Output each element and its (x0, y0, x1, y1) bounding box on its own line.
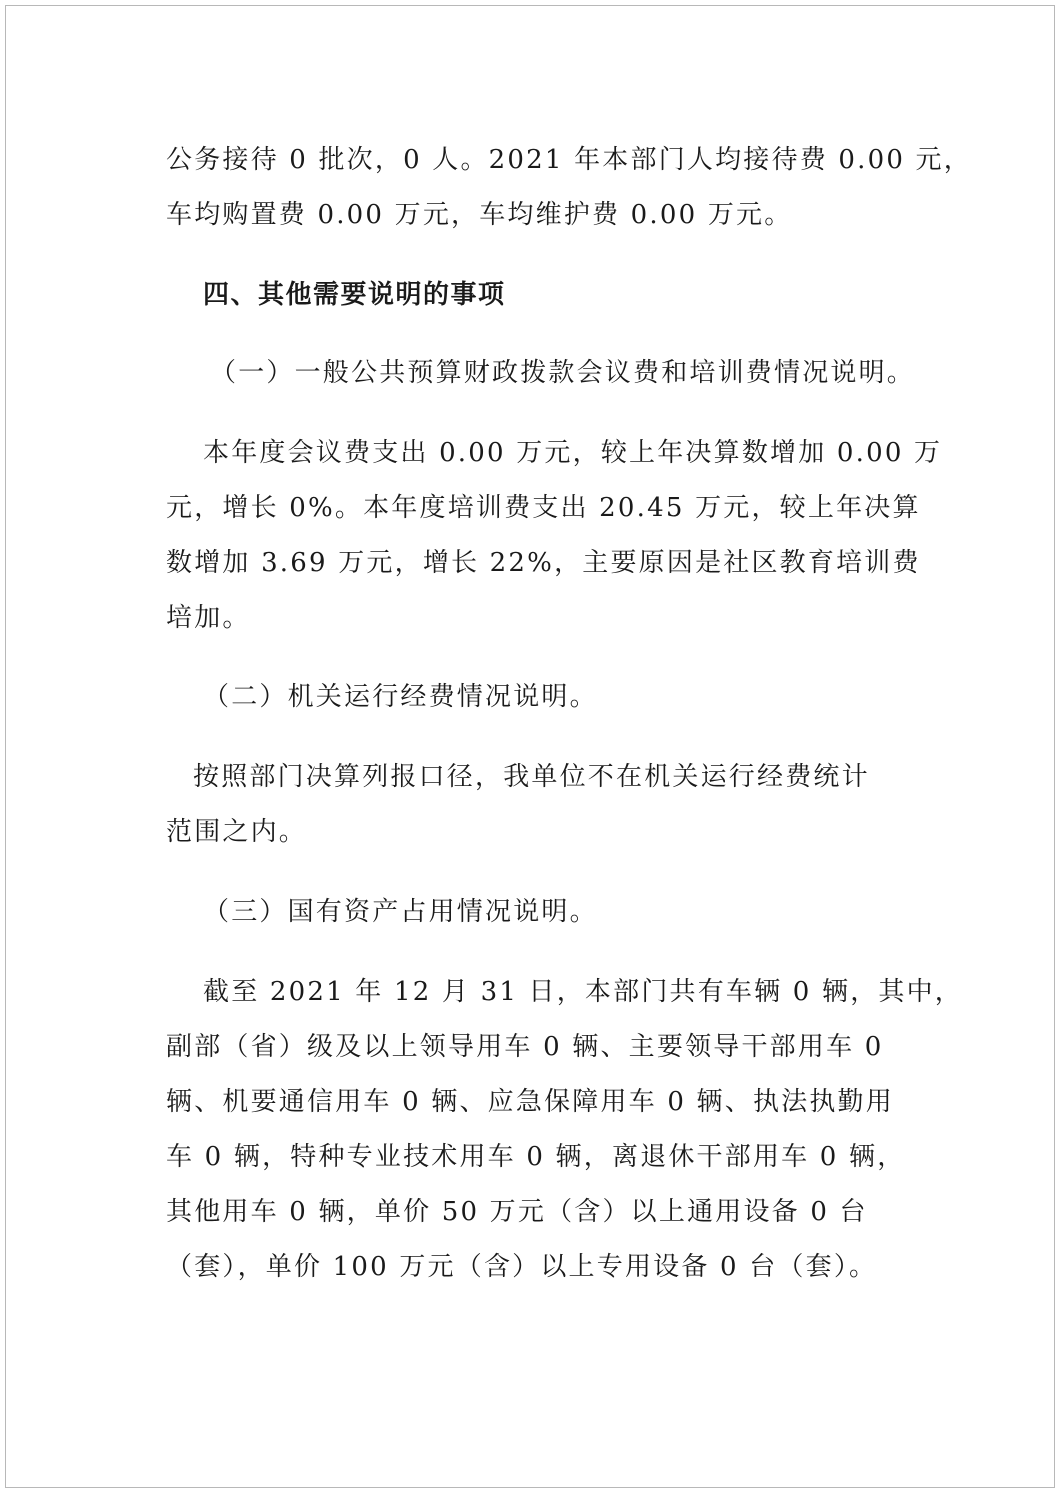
paragraph-4-line-6: （套），单价 100 万元（含）以上专用设备 0 台（套）。 (166, 1252, 878, 1282)
paragraph-4-line-1: 截至 2021 年 12 月 31 日，本部门共有车辆 0 辆，其中， (203, 977, 963, 1007)
paragraph-4-line-4: 车 0 辆，特种专业技术用车 0 辆，离退休干部用车 0 辆， (166, 1142, 906, 1172)
subsection-3-heading: （三）国有资产占用情况说明。 (203, 897, 598, 927)
paragraph-2-line-1: 本年度会议费支出 0.00 万元，较上年决算数增加 0.00 万 (203, 438, 943, 468)
section-heading-other-matters: 四、其他需要说明的事项 (203, 280, 506, 310)
paragraph-4-line-5: 其他用车 0 辆，单价 50 万元（含）以上通用设备 0 台 (166, 1197, 868, 1227)
paragraph-3-line-1: 按照部门决算列报口径，我单位不在机关运行经费统计 (193, 762, 870, 792)
paragraph-1-line-2: 车均购置费 0.00 万元，车均维护费 0.00 万元。 (166, 200, 793, 230)
paragraph-4-line-2: 副部（省）级及以上领导用车 0 辆、主要领导干部用车 0 (166, 1032, 884, 1062)
subsection-2-heading: （二）机关运行经费情况说明。 (203, 682, 598, 712)
paragraph-2-line-3: 数增加 3.69 万元，增长 22%，主要原因是社区教育培训费 (166, 548, 921, 578)
paragraph-1-line-1: 公务接待 0 批次，0 人。2021 年本部门人均接待费 0.00 元， (166, 145, 972, 175)
paragraph-3-line-2: 范围之内。 (166, 817, 308, 847)
subsection-1-heading: （一）一般公共预算财政拨款会议费和培训费情况说明。 (210, 358, 916, 388)
paragraph-2-line-4: 培加。 (166, 603, 251, 633)
paragraph-2-line-2: 元，增长 0%。本年度培训费支出 20.45 万元，较上年决算 (166, 493, 921, 523)
paragraph-4-line-3: 辆、机要通信用车 0 辆、应急保障用车 0 辆、执法执勤用 (166, 1087, 894, 1117)
